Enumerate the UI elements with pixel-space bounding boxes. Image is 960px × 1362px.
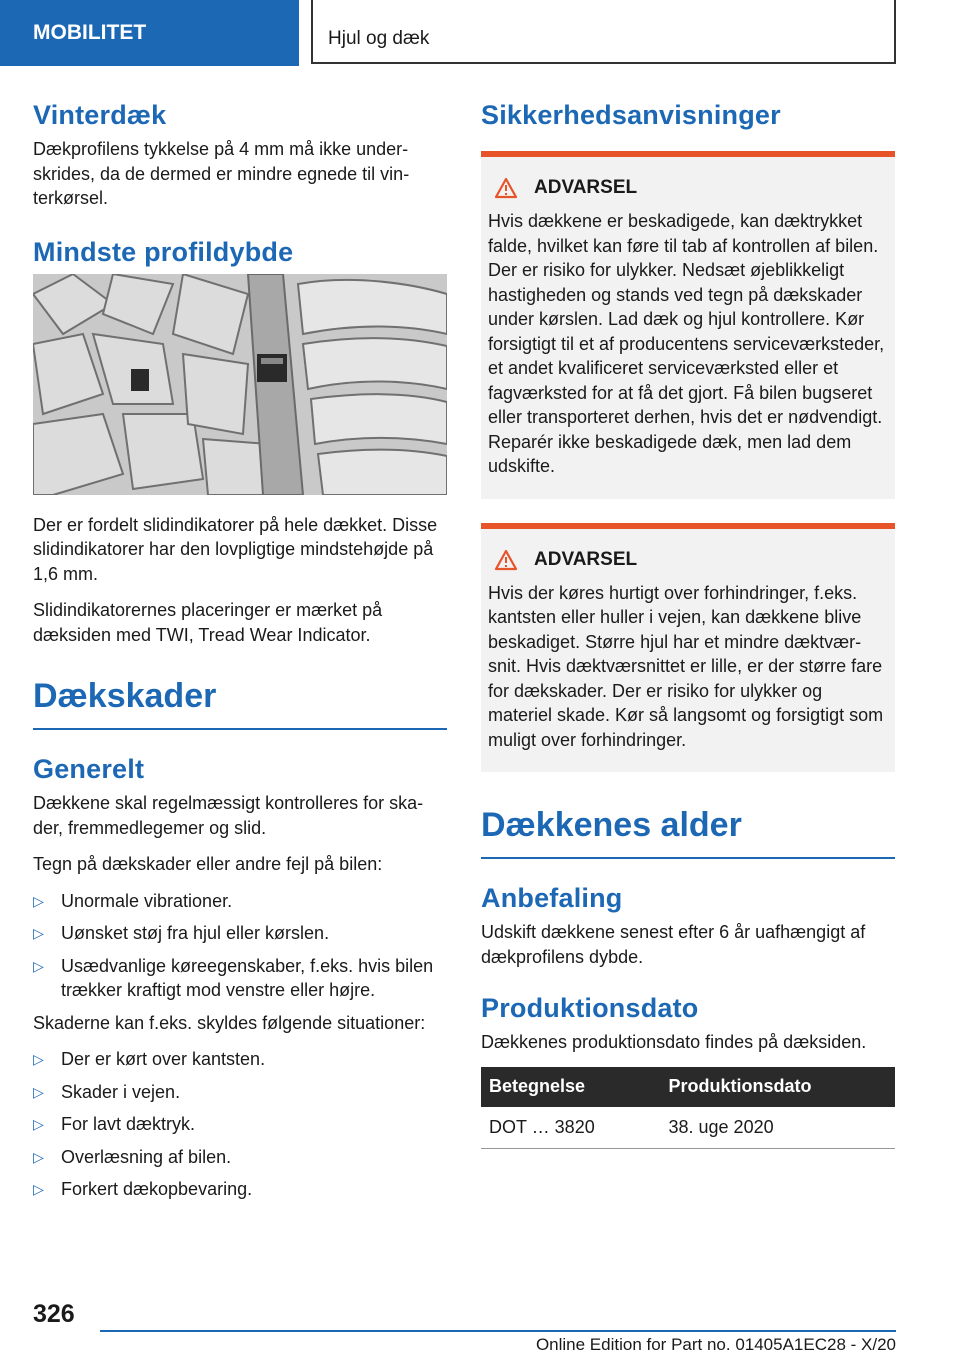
left-column (33, 100, 447, 1210)
list-item: ▷ Unormale vibrationer. (33, 889, 447, 914)
triangle-bullet-icon: ▷ (33, 1083, 44, 1100)
recommendation-text: Udskift dækkene senest efter 6 år uafhængigt af dækprofilens dybde. (481, 922, 866, 967)
safety-heading: Sikkerhedsanvisninger (481, 100, 781, 130)
damage-signs-list (33, 889, 447, 1003)
page-header (0, 0, 960, 66)
production-date-heading: Produktionsdato (481, 993, 699, 1023)
recommendation-heading: Anbefaling (481, 883, 623, 913)
min-depth-para-1: Der er fordelt slidindikatorer på hele dækket. Disse slidindikatorer har den lovpligtige mindstehøjde på 1,6 mm. (33, 514, 438, 584)
list-item: ▷ Overlæsning af bilen. (33, 1145, 447, 1170)
general-heading: Generelt (33, 754, 145, 784)
list-item: ▷ Skader i vejen. (33, 1080, 447, 1105)
tire-tread-image (33, 274, 447, 495)
triangle-bullet-icon: ▷ (33, 1181, 44, 1197)
warning-triangle-icon (494, 177, 518, 199)
damage-para-1: Dækkene skal regelmæssigt kontrolleres for skader, fremmedlegemer og slid. (33, 793, 424, 838)
production-date-text: Dækkenes produktionsdato findes på dæksiden. (481, 1032, 867, 1052)
triangle-bullet-icon: ▷ (33, 1116, 44, 1132)
triangle-bullet-icon: ▷ (33, 925, 44, 941)
chapter-title: Hjul og dæk (311, 0, 896, 64)
list-item: ▷ For lavt dæktryk. (33, 1112, 447, 1137)
warning-triangle-icon (494, 549, 518, 571)
winter-tires-heading: Vinterdæk (33, 100, 167, 130)
right-column (481, 100, 895, 1149)
table-row (481, 1107, 895, 1149)
min-depth-para-2: Slidindikatorernes placeringer er mærket på dæksiden med TWI, Tread Wear Indicator. (33, 600, 383, 645)
damage-para-2: Tegn på dækskader eller andre fejl på bilen: (33, 854, 383, 874)
tire-age-heading: Dækkenes alder (481, 806, 895, 859)
winter-tires-text: Dækprofilens tykkelse på 4 mm må ikke underskrides, da de dermed er mindre egnede til vinterkørsel. (33, 139, 410, 208)
triangle-bullet-icon: ▷ (33, 1148, 44, 1165)
table-cell: 38. uge 2020 (661, 1107, 896, 1149)
list-item: ▷ Usædvanlige køreegenskaber, f.eks. hvis bilen trækker kraftigt mod venstre eller højre. (33, 955, 434, 1000)
warning-label: ADVARSEL (534, 177, 638, 198)
production-date-table (481, 1067, 895, 1149)
warning-text: Hvis der køres hurtigt over forhindringer, f.eks. kantsten eller huller i vejen, kan dækkene blive beskadiget. Større hjul har et mindre dæktværsnit. Hvis dæktværsnittet er lille, er der større fare for dækskader. Der er risiko for ulykker og materiel skade. Kør så langsomt og forsigtigt som muligt over forhindringer. (488, 582, 884, 750)
section-tab: MOBILITET (0, 0, 299, 66)
column-header: Produktionsdato (661, 1067, 896, 1107)
triangle-bullet-icon: ▷ (33, 957, 44, 974)
damage-para-3: Skaderne kan f.eks. skyldes følgende situationer: (33, 1012, 426, 1033)
list-item: ▷ Uønsket støj fra hjul eller kørslen. (33, 921, 447, 946)
edition-footer: Online Edition for Part no. 01405A1EC28 - X/20 (535, 1335, 896, 1354)
triangle-bullet-icon: ▷ (33, 1051, 44, 1067)
triangle-bullet-icon: ▷ (33, 892, 44, 909)
warning-text: Hvis dækkene er beskadigede, kan dæktrykket falde, hvilket kan føre til tab af kontrollen af bilen. Der er risiko for ulykker. Nedsæt øjeblikkeligt hastigheden og stands ved tegn på dækskader under kørslen. Lad dæk og hjul kontrollere. Kør forsigtigt til et af producentens serviceværksteder, et andet kvalificeret serviceværksted eller et fagværksted for at få det gjort. Få bilen bugseret eller transporteret derhen, hvis det er nødvendigt. Reparér ikke beskadigede dæk, men lad dem udskifte. (488, 211, 885, 476)
min-depth-heading: Mindste profildybde (33, 236, 294, 267)
footer-divider (100, 1330, 896, 1332)
tire-damage-heading: Dækskader (33, 677, 447, 730)
table-header-row (481, 1067, 895, 1107)
page-number: 326 (33, 1300, 75, 1328)
list-item: ▷ Forkert dækopbevaring. (33, 1177, 447, 1202)
warning-label: ADVARSEL (534, 548, 638, 570)
table-cell: DOT … 3820 (481, 1107, 661, 1149)
warning-box-2 (481, 523, 895, 773)
list-item: ▷ Der er kørt over kantsten. (33, 1047, 447, 1072)
column-header: Betegnelse (481, 1067, 661, 1107)
damage-causes-list (33, 1047, 447, 1202)
warning-box-1 (481, 151, 895, 499)
